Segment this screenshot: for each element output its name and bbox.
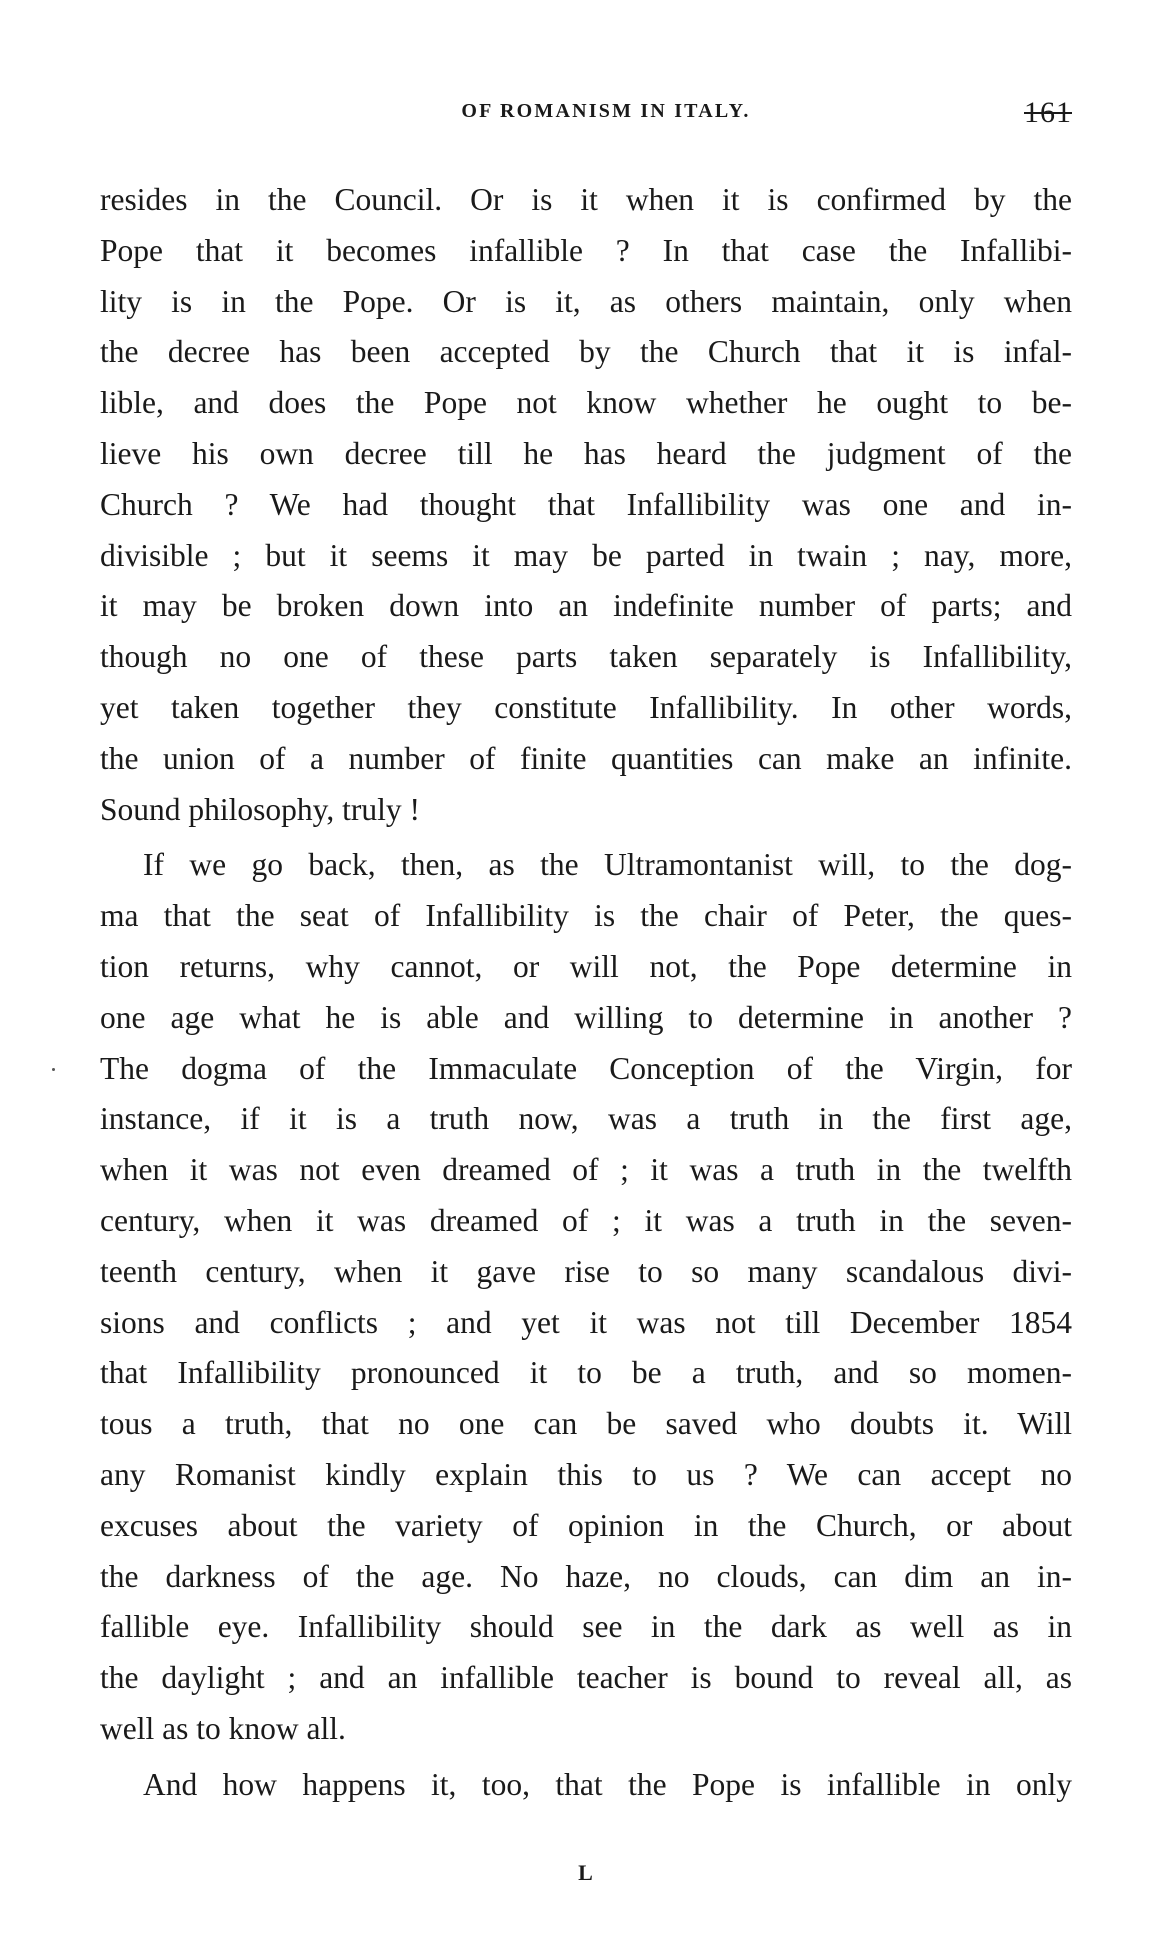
text-line: Pope that it becomes infallible ? In that case the Infallibi- (100, 232, 1072, 268)
running-title: OF ROMANISM IN ITALY. (461, 100, 751, 122)
text-line: tous a truth, that no one can be saved who doubts it. Will (100, 1406, 1072, 1442)
text-line: The dogma of the Immaculate Conception of the Virgin, for (100, 1050, 1072, 1086)
text-line: it may be broken down into an indefinite number of parts; and (100, 588, 1072, 624)
signature-mark: L (578, 1860, 594, 1885)
text-line: yet taken together they constitute Infallibility. In other words, (100, 689, 1072, 725)
text-line: though no one of these parts taken separately is Infallibility, (100, 639, 1072, 675)
body-text (100, 175, 1072, 1811)
text-line: lible, and does the Pope not know whether he ought to be- (100, 385, 1072, 421)
page-number: 161 (1024, 96, 1072, 129)
text-line: tion returns, why cannot, or will not, the Pope determine in (100, 948, 1072, 984)
margin-mark (52, 1068, 55, 1071)
text-line: century, when it was dreamed of ; it was a truth in the seven- (100, 1202, 1072, 1238)
text-line: And how happens it, too, that the Pope is infallible in only (143, 1766, 1072, 1802)
text-line: the daylight ; and an infallible teacher is bound to reveal all, as (100, 1660, 1072, 1696)
text-line: If we go back, then, as the Ultramontanist will, to the dog- (143, 847, 1072, 883)
text-line: well as to know all. (100, 1710, 346, 1746)
text-line: Sound philosophy, truly ! (100, 791, 420, 827)
text-line: instance, if it is a truth now, was a truth in the first age, (100, 1101, 1072, 1137)
text-line: Church ? We had thought that Infallibility was one and in- (100, 486, 1072, 522)
text-line: lieve his own decree till he has heard the judgment of the (100, 435, 1072, 471)
text-line: resides in the Council. Or is it when it is confirmed by the (100, 182, 1072, 217)
paragraph-2 (100, 840, 1072, 1754)
text-line: the darkness of the age. No haze, no clouds, can dim an in- (100, 1558, 1072, 1594)
text-line: sions and conflicts ; and yet it was not till December 1854 (100, 1304, 1072, 1340)
text-line: the union of a number of finite quantities can make an infinite. (100, 740, 1072, 776)
text-line: when it was not even dreamed of ; it was a truth in the twelfth (100, 1152, 1072, 1188)
text-line: fallible eye. Infallibility should see in the dark as well as in (100, 1609, 1072, 1645)
running-head (100, 96, 1072, 140)
text-line: teenth century, when it gave rise to so many scandalous divi- (100, 1253, 1072, 1289)
text-line: the decree has been accepted by the Church that it is infal- (100, 334, 1072, 370)
text-line: any Romanist kindly explain this to us ? We can accept no (100, 1456, 1072, 1492)
text-line: one age what he is able and willing to determine in another ? (100, 999, 1072, 1035)
paragraph-1 (100, 175, 1072, 835)
text-line: excuses about the variety of opinion in the Church, or about (100, 1507, 1072, 1543)
text-line: ma that the seat of Infallibility is the chair of Peter, the ques- (100, 898, 1072, 934)
text-line: that Infallibility pronounced it to be a truth, and so momen- (100, 1355, 1072, 1391)
text-line: lity is in the Pope. Or is it, as others maintain, only when (100, 283, 1072, 319)
paragraph-3 (100, 1760, 1072, 1811)
text-line: divisible ; but it seems it may be parted in twain ; nay, more, (100, 537, 1072, 573)
